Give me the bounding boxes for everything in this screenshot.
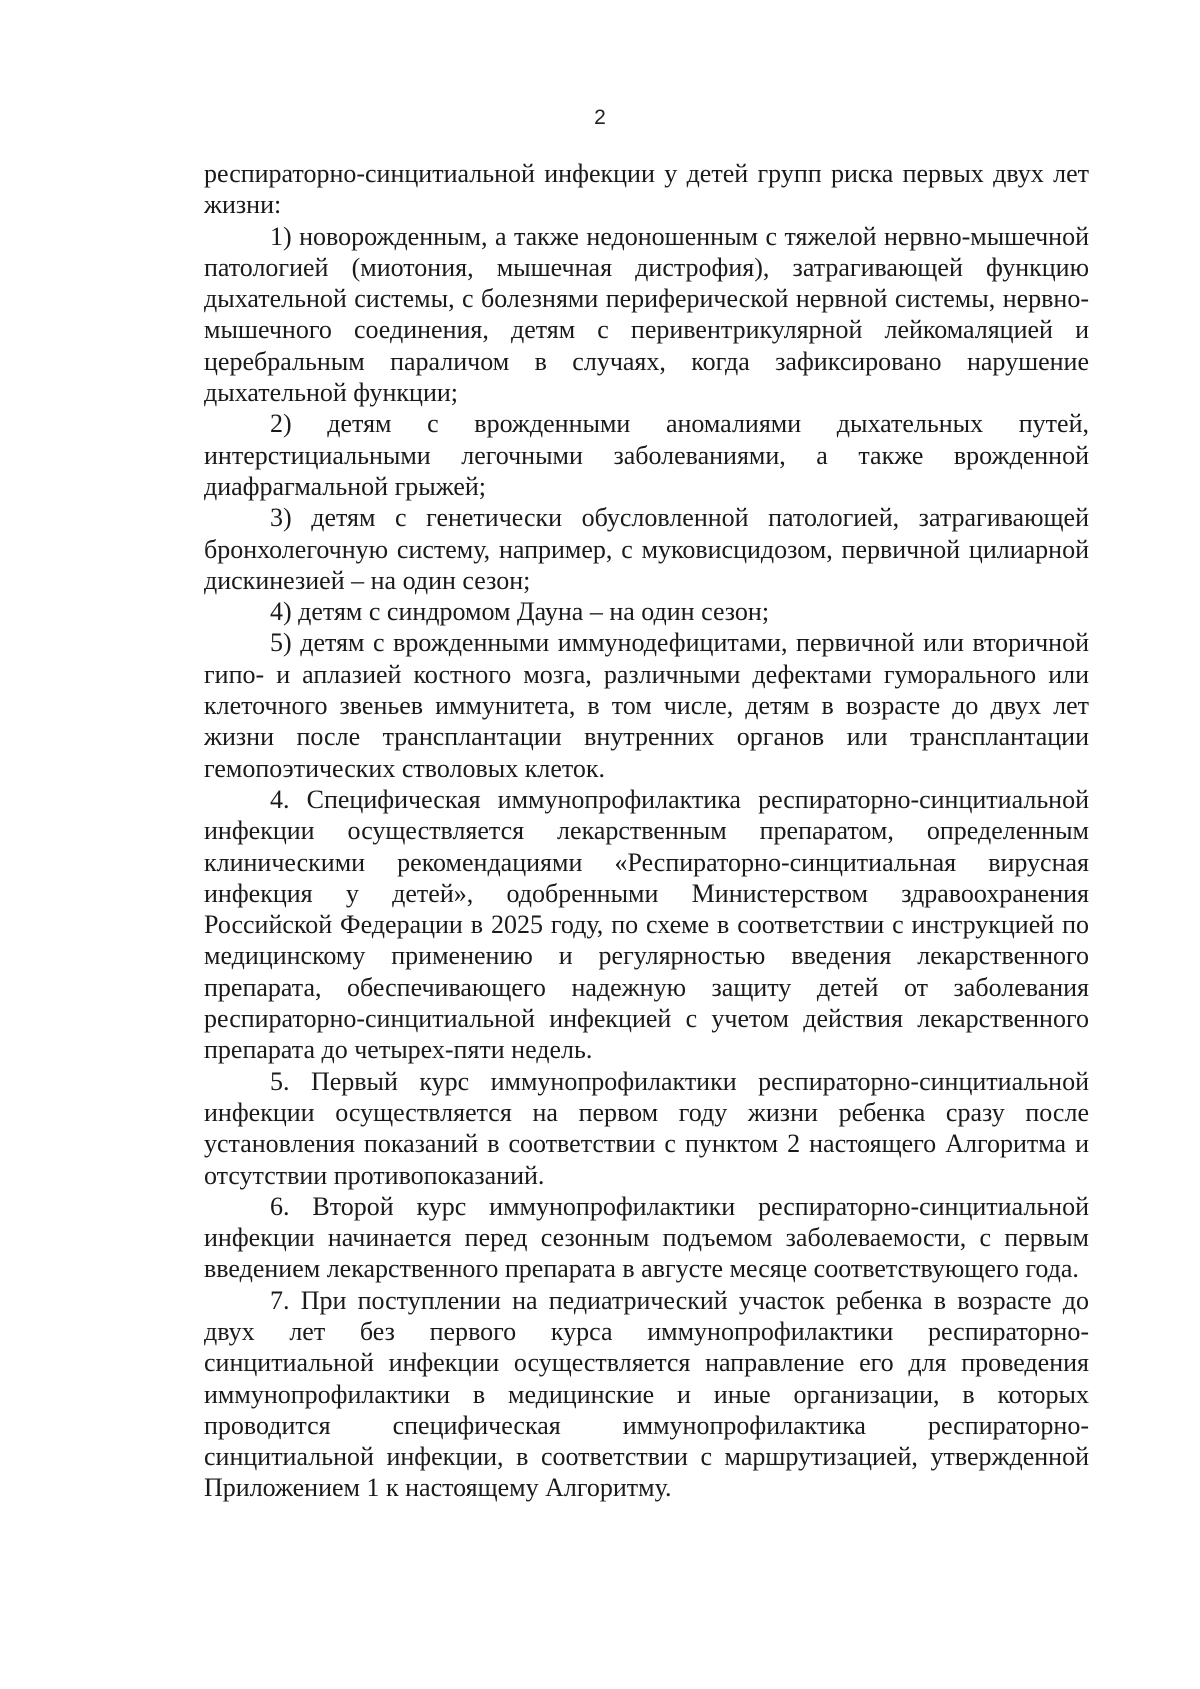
paragraph-section-7: 7. При поступлении на педиатрический участок ребенка в возрасте до двух лет без первого курса иммунопрофилактики респираторно-синцитиальной инфекции осуществляется направление его для проведения иммунопрофилактики в медицинские и иные организации, в которых проводится специфическая иммунопрофилактика респираторно-синцитиальной инфекции, в соответствии с маршрутизацией, утвержденной Приложением 1 к настоящему Алгоритму. [204,1285,1089,1503]
paragraph-section-6: 6. Второй курс иммунопрофилактики респираторно-синцитиальной инфекции начинается перед сезонным подъемом заболеваемости, с первым введением лекарственного препарата в августе месяце соответствующего года. [204,1191,1089,1284]
paragraph-section-5: 5. Первый курс иммунопрофилактики респираторно-синцитиальной инфекции осуществляется на первом году жизни ребенка сразу после установления показаний в соответствии с пунктом 2 настоящего Алгоритма и отсутствии противопоказаний. [204,1066,1089,1190]
paragraph-intro: респираторно-синцитиальной инфекции у детей групп риска первых двух лет жизни: [204,159,1089,220]
paragraph-section-4: 4. Специфическая иммунопрофилактика респираторно-синцитиальной инфекции осуществляется лекарственным препаратом, определенным клиническими рекомендациями «Респираторно-синцитиальная вирусная инфекция у детей», одобренными Министерством здравоохранения Российской Федерации в 2025 году, по схеме в соответствии с инструкцией по медицинскому применению и регулярностью введения лекарственного препарата, обеспечивающего надежную защиту детей от заболевания респираторно-синцитиальной инфекцией с учетом действия лекарственного препарата до четырех-пяти недель. [204,784,1089,1065]
paragraph-item-2: 2) детям с врожденными аномалиями дыхательных путей, интерстициальными легочными заболеваниями, а также врожденной диафрагмальной грыжей; [204,409,1089,501]
paragraph-item-1: 1) новорожденным, а также недоношенным с тяжелой нервно-мышечной патологией (миотония, мышечная дистрофия), затрагивающей функцию дыхательной системы, с болезнями периферической нервной системы, нервно-мышечного соединения, детям с перивентрикулярной лейкомаляцией и церебральным параличом в случаях, когда зафиксировано нарушение дыхательной функции; [204,221,1089,408]
paragraph-item-4: 4) детям с синдромом Дауна – на один сезон; [270,597,770,627]
document-body [204,158,1089,1504]
paragraph-item-5: 5) детям с врожденными иммунодефицитами, первичной или вторичной гипо- и аплазией костного мозга, различными дефектами гуморального или клеточного звеньев иммунитета, в том числе, детям в возрасте до двух лет жизни после трансплантации внутренних органов или трансплантации гемопоэтических стволовых клеток. [204,628,1089,783]
paragraph-item-3: 3) детям с генетически обусловленной патологией, затрагивающей бронхолегочную систему, например, с муковисцидозом, первичной цилиарной дискинезией – на один сезон; [204,503,1089,595]
page-number: 2 [594,106,606,129]
